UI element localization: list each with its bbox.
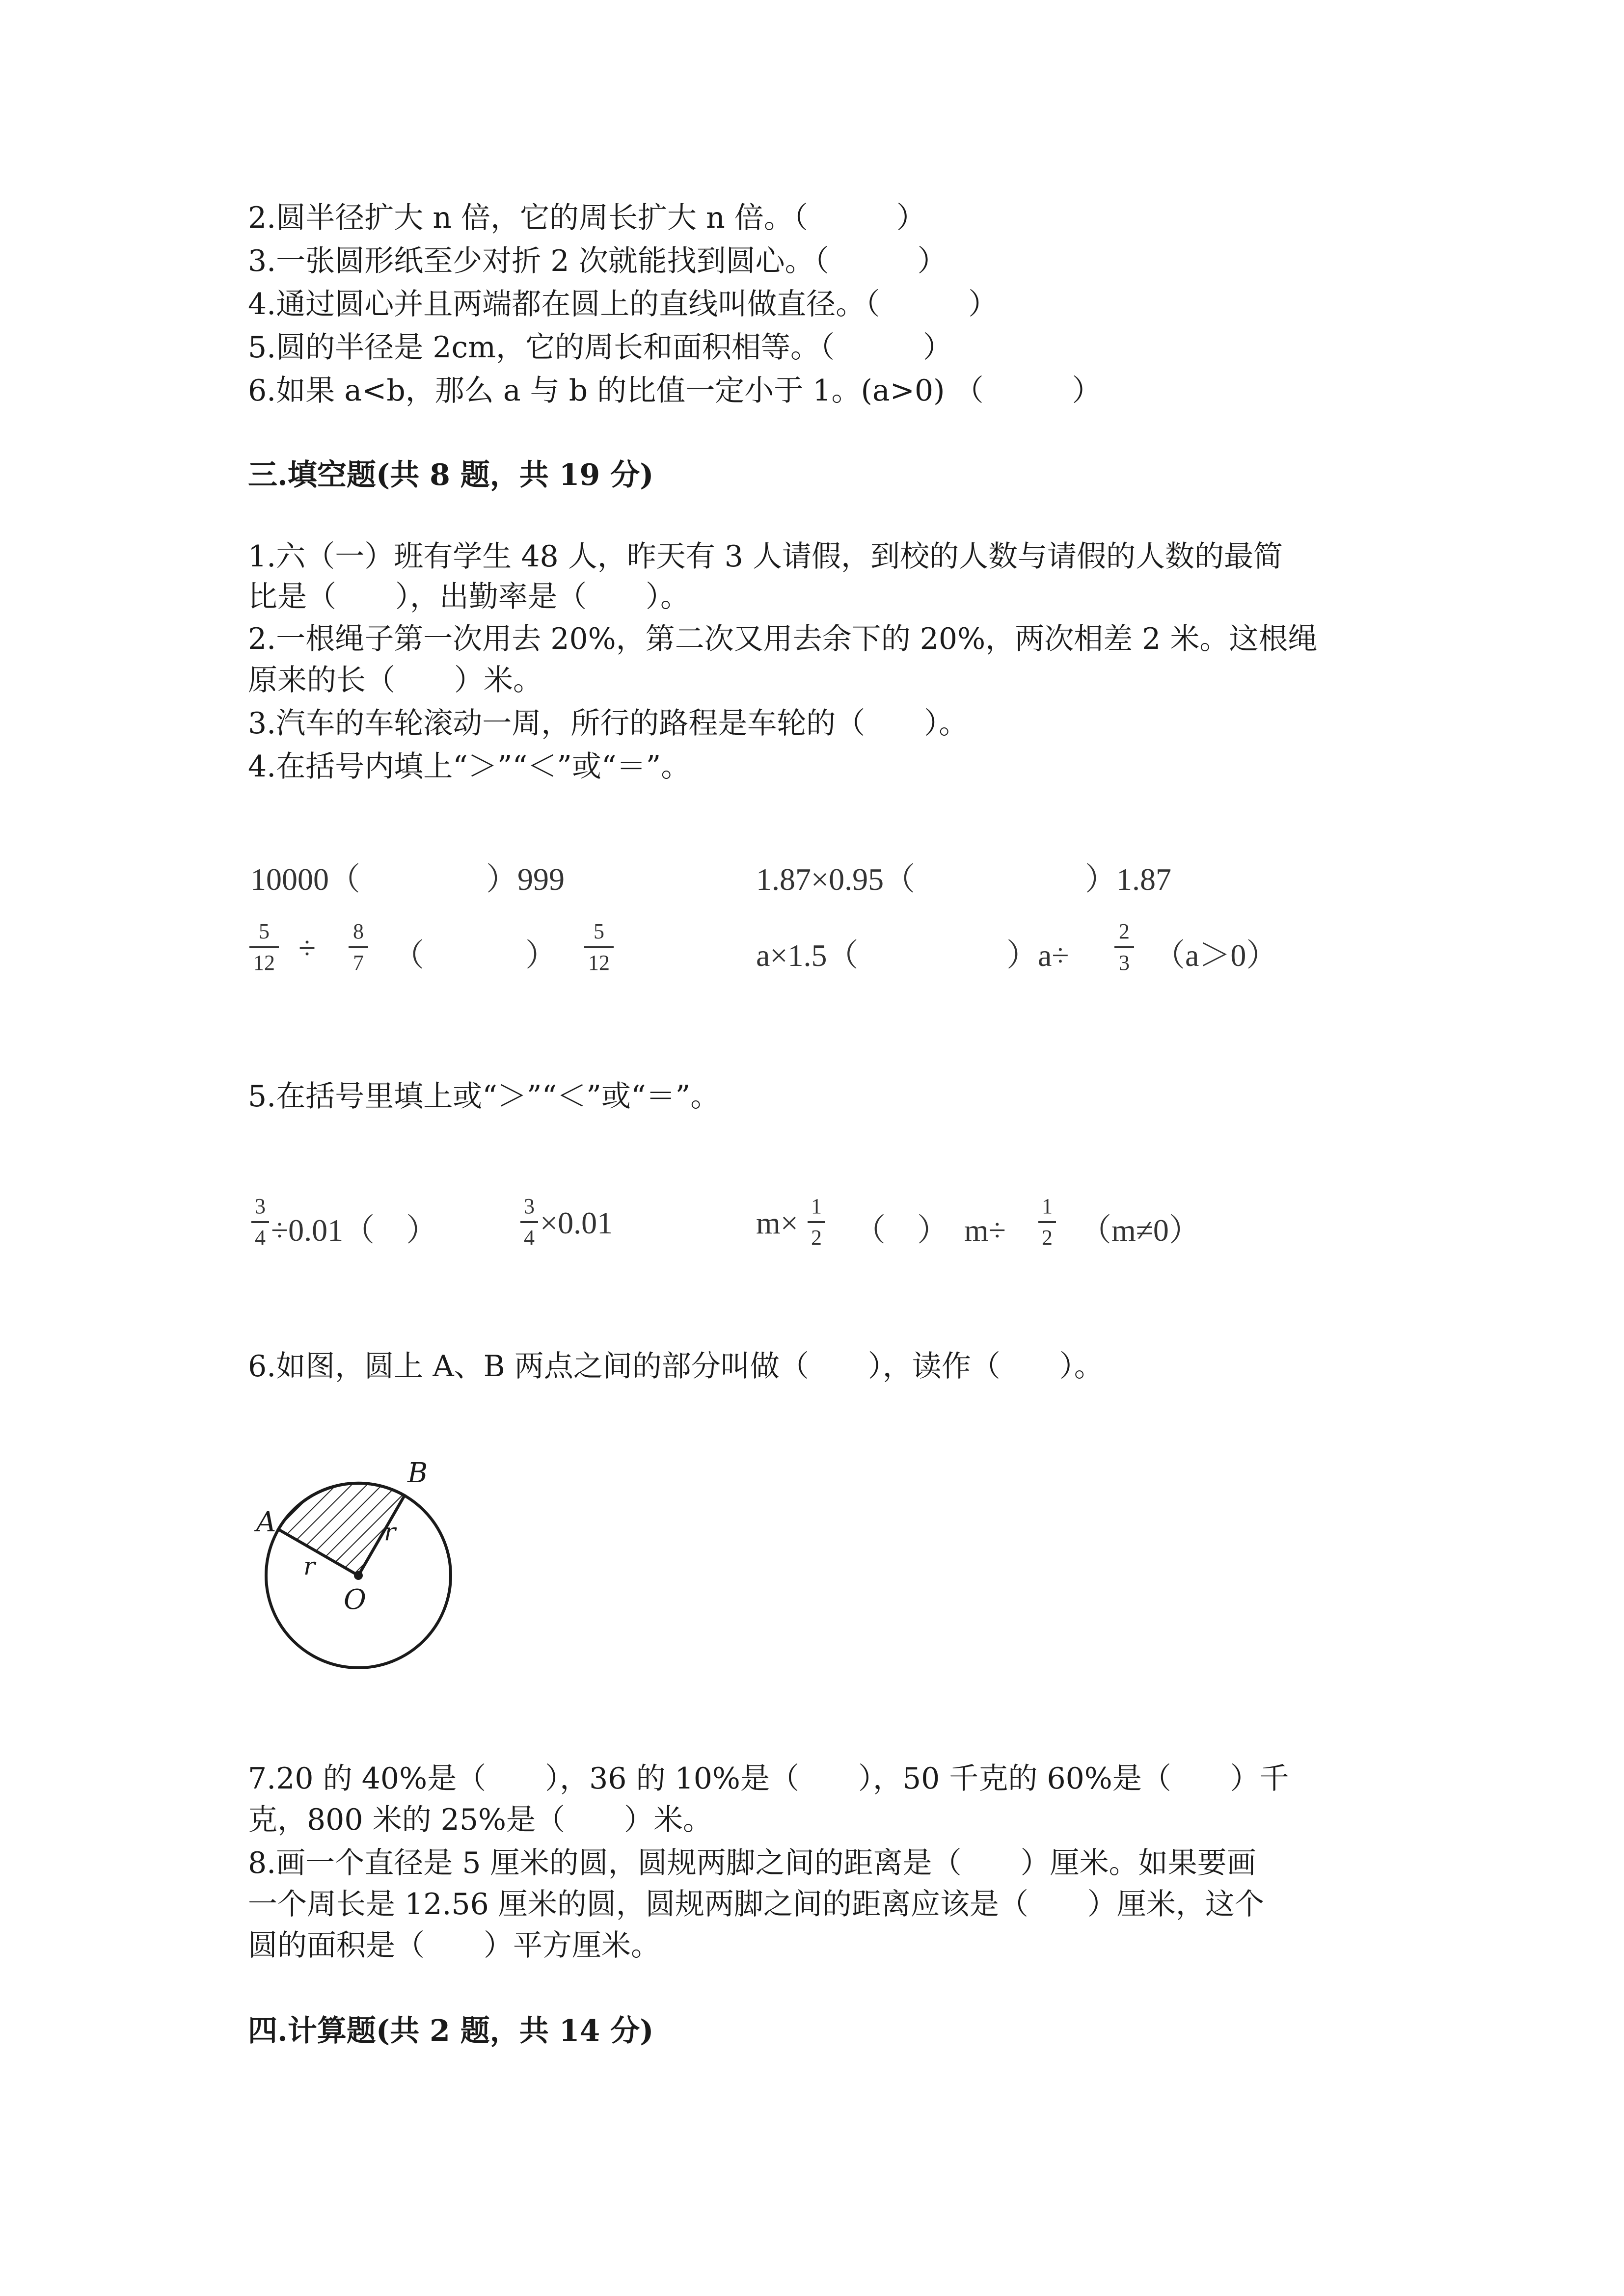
question-2-6: 6.如果 a<b，那么 a 与 b 的比值一定小于 1。(a>0) （ ）: [248, 374, 1102, 408]
question-3-1-line2: 比是（ ），出勤率是（ ）。: [248, 580, 690, 614]
q5-b-middle: （ ） m÷: [854, 1213, 1006, 1248]
q5-a-fraction-2: [520, 1193, 538, 1252]
question-3-4: 4.在括号内填上“＞”“＜”或“＝”。: [248, 749, 691, 784]
center-point: [354, 1571, 363, 1580]
fraction-denominator: 2: [1042, 1226, 1053, 1250]
section-4-heading: 四.计算题(共 2 题，共 14 分): [248, 2014, 654, 2048]
q4-c-fraction-2: [349, 918, 368, 977]
question-3-8-line2: 一个周长是 12.56 厘米的圆，圆规两脚之间的距离应该是（ ）厘米，这个: [248, 1887, 1264, 1922]
question-3-5: 5.在括号里填上或“＞”“＜”或“＝”。: [248, 1079, 720, 1114]
fraction-numerator: 1: [1042, 1194, 1053, 1218]
q5-a-fraction-1: [251, 1193, 269, 1252]
label-a: A: [256, 1506, 276, 1538]
question-3-8-line3: 圆的面积是（ ）平方厘米。: [248, 1928, 660, 1963]
question-3-3: 3.汽车的车轮滚动一周，所行的路程是车轮的（ ）。: [248, 706, 969, 741]
fraction-denominator: 4: [255, 1226, 266, 1250]
question-2-3: 3.一张圆形纸至少对折 2 次就能找到圆心。（ ）: [248, 244, 947, 278]
circle-sector-figure: [245, 1453, 466, 1679]
q5-b-condition: （m≠0）: [1080, 1213, 1200, 1248]
question-3-7-line2: 克，800 米的 25%是（ ）米。: [248, 1803, 713, 1837]
label-r-right: r: [384, 1518, 396, 1546]
q4-item-a-left: 10000（: [250, 862, 360, 897]
q4-item-d-mid: ）a÷: [1006, 938, 1069, 973]
q4-c-fraction-3: [584, 918, 614, 977]
q4-c-divide-sign: ÷: [298, 931, 316, 965]
fraction-numerator: 2: [1119, 919, 1130, 943]
fraction-numerator: 3: [524, 1194, 535, 1218]
q5-b-left: m×: [756, 1205, 798, 1240]
fraction-denominator: 3: [1119, 951, 1130, 975]
q5-a-end: ×0.01: [540, 1205, 613, 1240]
question-2-4: 4.通过圆心并且两端都在圆上的直线叫做直径。（ ）: [248, 287, 998, 321]
question-2-5: 5.圆的半径是 2cm，它的周长和面积相等。（ ）: [248, 330, 952, 365]
question-3-2-line2: 原来的长（ ）米。: [248, 663, 542, 697]
question-3-8-line1: 8.画一个直径是 5 厘米的圆，圆规两脚之间的距离是（ ）厘米。如果要画: [248, 1846, 1256, 1880]
fraction-denominator: 2: [811, 1226, 822, 1250]
fraction-numerator: 1: [811, 1194, 822, 1218]
q4-d-fraction: [1114, 918, 1134, 977]
label-o: O: [344, 1584, 366, 1616]
label-b: B: [407, 1457, 428, 1489]
q4-item-d-condition: （a＞0）: [1154, 938, 1278, 973]
question-2-2: 2.圆半径扩大 n 倍，它的周长扩大 n 倍。（ ）: [248, 201, 926, 235]
fraction-numerator: 5: [259, 919, 270, 943]
question-3-2-line1: 2.一根绳子第一次用去 20%，第二次又用去余下的 20%，两次相差 2 米。这根绳: [248, 622, 1318, 656]
fraction-denominator: 7: [353, 951, 364, 975]
section-3-heading: 三.填空题(共 8 题，共 19 分): [248, 458, 654, 492]
fraction-denominator: 12: [588, 951, 610, 975]
fraction-numerator: 8: [353, 919, 364, 943]
fraction-numerator: 3: [255, 1194, 266, 1218]
q4-item-a-right: ）999: [486, 862, 565, 897]
q4-c-paren-close: ）: [525, 938, 557, 973]
label-r-left: r: [303, 1552, 315, 1580]
q5-a-middle: ÷0.01（ ）: [271, 1213, 438, 1248]
fraction-numerator: 5: [594, 919, 604, 943]
q4-c-fraction-1: [249, 918, 279, 977]
q4-item-d-left: a×1.5（: [756, 938, 859, 973]
fraction-denominator: 12: [253, 951, 275, 975]
q5-b-fraction-2: [1038, 1193, 1056, 1252]
q4-item-b-right: ）1.87: [1085, 862, 1171, 897]
q4-c-paren-open: （: [393, 938, 424, 973]
question-3-6: 6.如图，圆上 A、B 两点之间的部分叫做（ ），读作（ ）。: [248, 1349, 1104, 1384]
q4-item-b-left: 1.87×0.95（: [756, 862, 916, 897]
question-3-7-line1: 7.20 的 40%是（ ），36 的 10%是（ ），50 千克的 60%是（ ）千: [248, 1762, 1289, 1796]
question-3-1-line1: 1.六（一）班有学生 48 人，昨天有 3 人请假，到校的人数与请假的人数的最简: [248, 539, 1283, 574]
q5-b-fraction-1: [808, 1193, 825, 1252]
fraction-denominator: 4: [524, 1226, 535, 1250]
